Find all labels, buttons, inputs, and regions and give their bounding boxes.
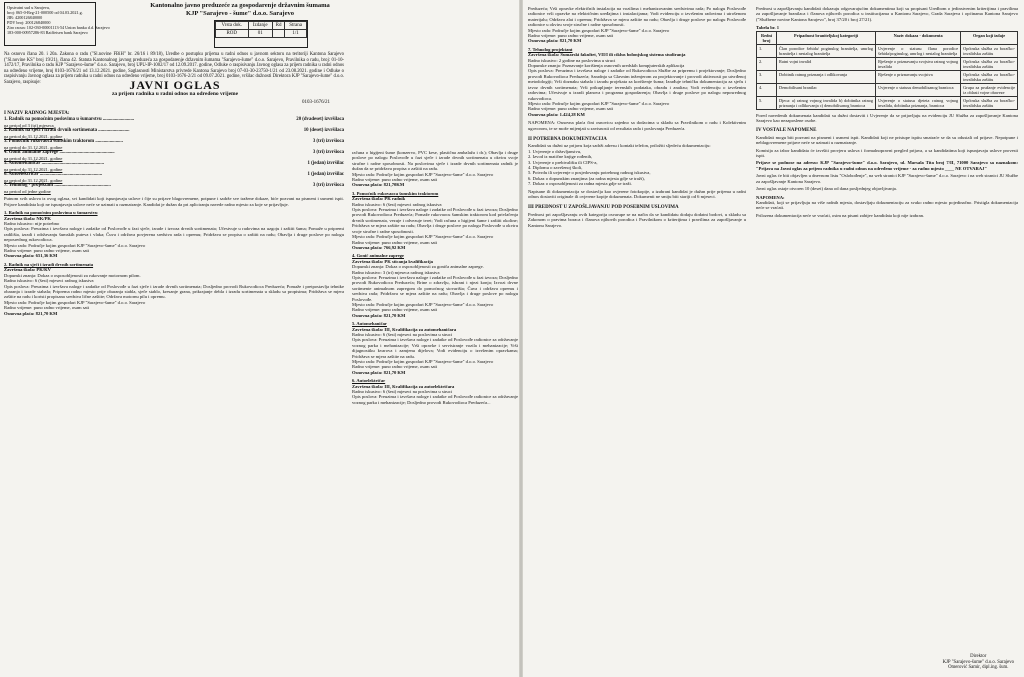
section-heading: I NAZIV RADNOG MJESTA: [4,111,70,116]
table-cell: Uvjerenje o statusu djeteta ratnog vojnog invalida, dobitnika priznanja, branioca [876,96,961,109]
veterans-table [756,31,1018,110]
position-count: 3 (tri) izvršioca [312,183,344,189]
ref-cell: Strana [285,22,307,30]
table-cell: Ratni vojni invalid [777,57,876,70]
position-pay: Osnovna plaća: 821,70 KM [352,312,406,318]
position-pay: Osnovna plaća: 1.424,28 KM [528,111,585,117]
position-title: 7. Tehnolog projektant [528,46,573,52]
table-cell: Demobilisani branilac [777,83,876,96]
position-name: 4. Gonič animalne zaprege .............................................. [4,150,115,156]
continued-text: računa o higijeni šume (konzervo, PVC kese, plastična ambalaža i dr.); Obavlja i druge poslove po nalogu Poslovođe u fazi sječe i izrade drvnih sortimenata u okviru svoje stručne i radne sposobnosti. Na poslovima sječe i izrade drvnih sortimenata radnik je dužan da se pridržava propisa o zaštiti na radu. [352,150,518,172]
section-heading: IV VOSTALE NAPOMENE [756,128,817,134]
position-name: 6. Autoelektričar .................................................... [4,172,103,178]
position-time: Radno vrijeme: puno radno vrijeme, osam sati [352,364,438,370]
position-title: 4. Gonič animalne zaprege [352,253,404,259]
table-title: Tabela br. 1 [756,25,780,31]
position-period: na period od 3 (tri) mjeseca [4,123,54,128]
table-cell: 1. [757,44,777,57]
note-paragraph: Javni oglas će biti objavljen u dnevnom listu "Oslobođenje", na web stranici KJP "Sarajevo-šume" d.o.o. Sarajevo i na web stranici JU Službe za zapošljavanje Kantona Sarajevo. [756,173,1018,184]
positions-list [4,117,344,194]
table-cell: 3. [757,70,777,83]
position-count: 20 (dvadeset) izvršilaca [296,117,344,123]
table-row [757,96,1018,109]
page-subtitle: za prijem radnika u radni odnos na određeno vrijeme [111,91,239,97]
position-period: na period do 31.12.2021. godine [4,145,63,150]
position-place: Mjesto rada: Područje kojim gospodari KJP "Sarajevo-šume" d.o.o. Sarajevo [352,359,494,365]
table-header: Pripadnost braniteljskoj kategoriji [777,31,876,44]
intro-paragraph: Na osnovu člana 20. i 20a. Zakona o radu ("Sl.novine FBiH" br. 26/16 i 89/18), Uredbe o postupku prijema u radni odnos u javnom sektoru na teritoriji Kantona Sarajevo ("Sl.novine KS" broj 19/21), člana 42. Statuta Kantonalnog javnog preduzeća za gospodarenje državnim šumama "Sarajevo-šume" d.o.o. Sarajevo, Pravilnika o radu, broj: 01-10-1472/17, Pravilnika o radu KJP "Sarajevo-šume" d.o.o. Sarajevo, broj UPU-IP-1002/17 od 12.09.2017. godine, Odluke o raspisivanju Javnog oglasa za prijem radnika u radni odnos na određeno vrijeme, broj 0103-1676/21 od 13.12.2021. godine, Saglasnosti Ministarstva privrede Kantona Sarajevo broj 07-03-30-23750-1/21 od 23.08.2021. godine i Odluke o raspisivanju Javnog oglasa za prijem radnika u radni odnos na određeno vrijeme, broj 0103-1676-2/21 od 09.07.2021. godine, vršilac dužnosti Direktora KJP "Sarajevo-šume" d.o.o. Sarajevo, raspisuje: [4,52,344,85]
table-cell: Općinska služba za boračko-invalidsku zaštitu [961,70,1018,83]
header-line1: Kantonalno javno preduzeće za gospodarenje državnim šumama [150,2,330,9]
position-time: Radno vrijeme: puno radno vrijeme, osam sati [528,106,614,112]
stamp-line: broj: 065-0-Reg-21-000500 od 04.03.2021.g. [7,10,83,15]
stamp-line: JIB: 4200126840000 [7,15,43,20]
signature-name: Omerović Samir, dipl.ing. šum. [948,665,1009,671]
signature-role: Direktor [970,654,987,660]
position-degree: Završena škola: III, Kvalifikacija za autoelektričara [352,383,455,389]
documents-intro: Kandidati su dužni uz prijavu koja sadrži adresu i kontakt telefon, priložiti sljedeću dokumentaciju: [528,143,711,149]
table-header: Organ koji izdaje [961,31,1018,44]
note-paragraph: Javni oglas ostaje otvoren 10 (deset) dana od dana posljednjeg objavljivanja. [756,186,897,192]
stamp-line: Ziro racun: 102-030-00001113-54 Union banka d.d. Sarajevo [7,25,110,30]
header-line2: KJP "Sarajevo - šume" d.o.o. Sarajevo [186,9,294,17]
position-experience: Radno iskustvo: 6 (šest) mjeseci na poslovima u struci [352,332,453,337]
position-title: 6. Autoelektričar [352,378,386,384]
position-degree: Završena škola: NK/PK [4,215,51,221]
position-experience: Radno iskustvo: 6 (šest) mjeseci na poslovima u struci [352,389,453,395]
general-paragraph: Putnom svih uslova iz ovog oglasa, svi kandidati koji ispunjavaju uslove i čije su prijave blagovremene, potpune i sadrže sve tražene dokaze, biće pozvani na pismeni i usmeni ispit. Prijave kandidata koji ne ispunjavaju uslove neće se uzimati u razmatranje. Kandidat je dužan da pri apliciranju navede radno mjesto za koje se prijavljuje. [4,196,344,207]
position-description: Opis poslova: Preuzima i izvršava naloge i zadatke od Poslovođe u fazi izvoza; Dosljedno provodi Rukovodioca Preduzeća; Brine o zdravlju, ishrani i njezi konja; Izvozi drvne sortimente animalnom zapregom do pomoćnog stovarišta; Čuva i održava opremu i sredstva rada; Pridržava se mjera zaštite na radu; Obavlja i druge poslove po nalogu Poslovođe. [352,274,518,302]
table-cell: Općinska služba za boračko-invalidsku zaštitu [961,44,1018,57]
column-2-body [352,150,518,405]
position-experience: Radno iskustvo: 2 godine na poslovima u struci [528,57,616,63]
table-cell: 5. [757,96,777,109]
position-degree: Završena škola: PK/KV [4,267,51,273]
ref-cell [272,30,284,38]
position-description: Opis poslova: Preuzima i izvršava naloge i zadatke od Poslovođe u fazi sječe i izrade drvnih sortimenata; Dosljedno provodi Rukovodioca Preduzeća; Pomaže i pretpostavlja tehnike obaranja i izrade stabala; Priprema radno mjesto prije obaranja stabla, sječe stablo, kresanje grana, prikrajanje debla i izradu sortimenata u skladu sa propisima; Pridržava se mjera zaštite na radu i koristi propisana sredstva lične zaštite; Održava motornu pilu i opremu. [4,283,344,300]
table-cell: Član porodice šehida/ poginulog branitelja, umrlog branitelja i nestalog branitelja [777,44,876,57]
signature-block [943,654,1014,671]
column-3 [524,0,750,677]
position-title: 3. Pomoćnik rukovaoca šumskim traktorom [352,190,439,196]
position-experience: Radno iskustvo: 6 (šest) mjeseci radnog iskustva [352,201,442,207]
table-cell: Općinska služba za boračko-invalidsku zaštitu [961,96,1018,109]
position-degree: Završena škola: III, Kvalifikacija za automehaničara [352,326,457,332]
position-count: 3 (tri) izvršioca [312,139,344,145]
position-time: Radno vrijeme: puno radno vrijeme, osam sati [4,305,90,311]
table-cell: Uvjerenje o statusu člana porodice šehida/poginulog, umrlog i nestalog branitelja [876,44,961,57]
table-cell: Rješenje o priznavanju svojstva ratnog vojnog invalida [876,57,961,70]
note-paragraph: Prilozena dokumentacija neće se vraćati, osim na pisani zahtjev kandidata koji nije izabran. [756,212,925,218]
continued-text: Preduzeća; Vrši opravke električnih instalacija na vozilima i mehanizovanim sredstvima rada; Po nalogu Poslovođe radionice vrši opravke na električnim uređajima i instalacijama; Vodi evidenciju o izvršenim radovima i utrošenom materijalu; Održava alat i opremu; Pridržava se mjera zaštite na radu; Obavlja i druge poslove po nalogu Poslovođe radionice u okviru svoje stručne i radne sposobnosti. [528,6,746,28]
stamp-line: 183-000-00957286-83 Raiffeisen bank Sarajevo [7,30,88,35]
position-condition: Dopunske znanja: Poznavanje korištenja osnovnih uredskih kompjuterskih aplikacija [528,63,685,69]
document-item: 7. Dokaz o osposobljenosti za radna mjesta gdje se traži. [528,181,632,187]
table-cell: Uvjerenje o statusu demobilisanog branioca [876,83,961,96]
note-paragraph: Kandidati, koji se prijavljuju na više radnih mjesta, dostavljaju dokumentaciju za svako radno mjesto pojedinačno. Pristigla dokumentacija neće se vraćati. [756,199,1018,211]
document-item: 1. Uvjerenje o državljanstvu, [528,148,582,154]
position-name: 3. Pomoćnik rukovaoca šumskim traktorom ....................... [4,139,123,145]
signature-company: KJP "Sarajevo-šume" d.o.o. Sarajevo [942,659,1014,665]
position-period: na period od jedne godine [4,189,51,194]
position-count: 1 (jedan) izvršilac [307,161,344,167]
position-experience: Radno iskustvo: 6 (šest) mjeseci radnog iskustva [4,278,94,284]
column-2 [350,0,522,677]
position-pay: Osnovna plaća: 821,70 KM [528,38,582,44]
position-time: Radno vrijeme: puno radno vrijeme, osam sati [4,248,90,254]
column-1 [2,0,348,677]
position-place: Mjesto rada: Područje kojim gospodari KJP "Sarajevo-šume" d.o.o. Sarajevo [352,234,494,240]
position-period: na period do 31.12.2021. godine [4,167,63,172]
documents-note: Napisane ili dokumentacija se dostavlja kao ovjerene fotokopije, a izabrani kandidat je dužan prije prijema u radni odnos dostaviti originale ili ovjerene kopije dokumenata. Dokumenti ne smiju biti stariji od 6 mjeseci. [528,188,746,199]
table-header: Naziv dokaza - dokumenta [876,31,961,44]
position-count: 10 (deset) izvršilaca [303,128,344,134]
document-item: 2. Izvod iz matične knjige rođenih, [528,154,593,160]
position-description: Opis poslova: Preuzima i izvršava naloge i zadatke od Poslovođe u fazi sječe, izrade i izvoza drvnih sortimenata; Učestvuje u radovima na uzgoju i zaštiti šuma; Pomaže u pripremi radilišta, izradi i održavanju šumskih puteva i vlaka; Čuva i održava povjerena sredstva rada i opremu; Pridržava se propisa o zaštiti na radu; Obavlja i druge poslove po nalogu neposrednog rukovodioca. [4,226,344,243]
column-1-body [4,108,344,316]
position-time: Radno vrijeme: puno radno vrijeme, osam sati [528,33,614,39]
position-condition: Dopunski znanja: Dokaz o osposobljenosti za rukovanje motornom pilom. [4,272,141,278]
priority-text: Prednost pri zapošljavanju ovih kategorija osvarupe se na način da se kandidatu dodaju dodatni bodovi, u skladu sa Zakonom o pravima boraca i članova njihovih porodica i Pravilnikom o kriterijima i pravilima za zapošljavanje u Kantonu Sarajevo. [528,211,746,228]
position-pay: Osnovna plaća: 766,92 KM [352,244,406,250]
column-3-body [528,6,746,228]
position-description: Opis poslova: Preuzima i izvršava naloge i zadatke od Poslovođe radionice za održavanje voznog parka i mehanizacije; Dosljedno provodi Rukovodioca Preduzeća... [352,394,518,405]
table-cell: Djeca: a) ratnog vojnog invalida b) dobitnika ratnog priznanja i odlikovanja c) demobilisanog branioca [777,96,876,109]
column-4-body [756,6,1018,218]
position-place: Mjesto rada: Područje kojim gospodari KJP "Sarajevo-šume" d.o.o. Sarajevo [352,171,494,177]
position-title: 1. Radnik na pomoćnim poslovima u šumarstvu [4,210,98,216]
position-name: 2. Radnik na sječi i izradi drvnih sortimenata .......................... [4,128,130,134]
table-row [757,57,1018,70]
table-row [757,44,1018,57]
position-place: Mjesto rada: Područje kojim gospodari KJP "Sarajevo-šume" d.o.o. Sarajevo [528,100,670,106]
position-period: na period do 31.12.2021. godine [4,156,63,161]
ref-cell: 1/1 [285,30,307,38]
position-name: 1. Radnik na pomoćnim poslovima u šumarstvu .......................... [4,117,135,123]
document-item: 4. Diplomu o završenoj školi, [528,164,583,170]
position-time: Radno vrijeme: puno radno vrijeme, osam sati [352,307,438,313]
position-description: Opis poslova: Preuzima i izvršava naloge i zadatke od Rukovodioca Službe za pripremu i projektovanje; Dosljedno provodi Rukovodioca Preduzeća; Saradnja sa Glavnim inženjerom za projektovanje i provodi aktivnosti po utvrđenoj metodologiji; Vrši doznaku stabala i izradu projekata za korištenje šuma; Izrađuje tehničku dokumentaciju za sječu i izvoz drvnih sortimenata; Vrši prikupljanje terenskih podataka, obradu i analizu; Vodi evidenciju o izvršenim radovima; Učestvuje u izradi planova i programa gospodarenja; Obavlja i druge poslove po nalogu neposrednog rukovodioca. [528,68,746,101]
reference-number: 0103-1676/21 [302,100,331,105]
position-place: Mjesto rada: Područje kojim gospodari KJP "Sarajevo-šume" d.o.o. Sarajevo [4,299,146,305]
note-paragraph: Komisija za izbor kandidata će izvršiti provjeru uslova i formalnopravni pregled prijava, a sa kandidatima koji ispunjavaju uslove provesti ispit. [756,147,1018,159]
napomena-heading: NAPOMENA: [756,194,785,200]
stamp-line: PDV broj: 200126840000 [7,20,51,25]
ref-cell: 01 [248,30,272,38]
position-description: Opis poslova: Preuzima i izvršava naloge i zadatke od Poslovođe u fazi izvoza; Dosljedno provodi Rukovodioca Preduzeća; Pomaže rukovaocu šumskim traktorom kod privlačenja drvnih sortimenata, vezuje i odvezuje teret; Vodi računa o higijeni šume i zaštiti okoline; Pridržava se mjera zaštite na radu; Obavlja i druge poslove po nalogu Poslovođe u okviru svoje stručne i radne sposobnosti. [352,207,518,234]
table-cell: 2. [757,57,777,70]
position-pay: Osnovna plaća: 821,70KM [352,182,405,188]
note-paragraph: Kandidati mogu biti pozvani na pismeni i usmeni ispit. Kandidati koji ne pristupe ispitu smatraće se da su odustali od prijave. Nepotpune i neblagovremene prijave neće se uzimati u razmatranje. [756,134,1018,146]
position-period: na period do 31.12.2021. godine [4,178,63,183]
position-description: Opis poslova: Preuzima i izvršava naloge i zadatke od Poslovođe radionice za održavanje voznog parka i mehanizacije; Vrši opravke i servisiranje vozila i mehanizacije; Vrši dijagnostiku kvarova i zamjenu dijelova; Vodi evidenciju o izvršenim opravkama; Pridržava se mjera zaštite na radu. [352,337,518,359]
ref-cell: Izdanje [248,22,272,30]
section-heading: III PREDNOST U ZAPOŠLJAVANJU POD POSEBNIM USLOVIMA [528,205,679,211]
position-time: Radno vrijeme: puno radno vrijeme, osam sati [352,239,438,245]
table-row [757,83,1018,96]
reference-table [214,20,308,48]
document-item: 6. Dokaz o dopunskim znanjima (za radna mjesta gdje se traži), [528,175,645,181]
page-title: JAVNI OGLAS [129,78,221,92]
table-note: Pored navedenih dokumenata kandidati su dužni dostaviti i Uvjerenje da se prijavljuju na evidenciju JU Služba za zapošljavanje Kantona Sarajevo kao nezaposlene osobe. [756,112,1018,124]
company-header [132,2,348,17]
position-place: Mjesto rada: Područje kojim gospodari KJP "Sarajevo-šume" d.o.o. Sarajevo [4,242,146,248]
company-stamp [4,2,110,46]
position-place: Mjesto rada: Područje kojim gospodari KJP "Sarajevo-šume" d.o.o. Sarajevo [352,301,494,307]
position-name: 5. Automehaničar .................................................... [4,161,104,167]
position-degree: Završena škola: Šumarski fakultet, VII/I ili ciklus bolonjskog sistema studiranja [528,52,686,58]
position-place: Mjesto rada: Područje kojim gospodari KJP "Sarajevo-šume" d.o.o. Sarajevo [528,27,670,33]
ref-cell: Vrsta dok. [216,22,249,30]
position-name: 7. Tehnolog - projektant ............................................... [4,183,111,189]
position-count: 3 (tri) izvršioca [312,150,344,156]
position-title: 2. Radnik na sječi i izradi drvnih sortimenata [4,261,94,267]
position-title: 5. Automehaničar [352,321,387,327]
stamp-line: Opstvatni sud u Sarajevu, [7,5,51,10]
position-pay: Osnovna plaća: 651,36 KM [4,253,58,259]
table-cell: Općinska služba za boračko-invalidsku zaštitu [961,57,1018,70]
address-paragraph: Prijave se podnose na adresu: KJP "Sarajevo-šume" d.o.o. Sarajevo, ul. Marsala Tita broj 7/II, 71000 Sarajevo sa naznakom: "Prijava na Javni oglas za prijem radnika u radni odnos na određeno vrijeme - za radno mjesto ____ NE OTVARAJ" [756,160,1018,171]
document-item: 3. Uvjerenje o prebivalištu ili CIPS-a, [528,159,598,165]
position-degree: Završena škola: PK radnik [352,196,406,202]
position-pay: Osnovna plaća: 821,70 KM [352,369,406,375]
salary-note: NAPOMENA: Osnovna plaća čini osnovicu zajedno sa dodacima u skladu sa Pravilnikom o radu i Kolektivnim ugovorom, te se može mijenjati u zavisnosti od rezultata rada i poslovanja Preduzeća. [528,120,746,131]
table-cell: Grupa za pružanje evidencije iz oblasti vojne obaveze [961,83,1018,96]
table-cell: 4. [757,83,777,96]
table-cell: Dobitnik ratnog priznanja i odlikovanja [777,70,876,83]
table-header: Redni broj [757,31,777,44]
section-heading: II POTREBNA DOKUMENTACIJA [528,136,607,142]
column-4 [752,0,1022,677]
position-experience: Radno iskustvo: 3 (tri) mjeseca radnog iskustva [352,269,440,275]
position-period: na period do 31.12.2021. godine [4,134,63,139]
priority-docs-text: Prednost u zapošljavanju kandidati dokazuju odgovarajućim dokumentima koji su propisani Uredbom o jedinstvenim kriterijima i pravilima za zapošljavanje branilaca i članova njihovih porodica u institucijama u Kantonu Sarajevo, Grada Sarajeva i općinama Kantona Sarajevo ("Službene novine Kantona Sarajevo", broj 37/20 i broj 27/21). [756,6,1018,22]
position-pay: Osnovna plaća: 821,70 KM [4,310,58,316]
ref-cell: Rd [272,22,284,30]
table-row [757,70,1018,83]
position-condition: Dopunski znanja: Dokaz o osposobljenosti za goniča animalne zaprege. [352,264,484,270]
position-time: Radno vrijeme: puno radno vrijeme, osam sati [352,177,438,183]
document-item: 5. Potvrdu ili uvjerenje o posjedovanju potrebnog radnog iskustva, [528,170,651,176]
position-count: 1 (jedan) izvršilac [307,172,344,178]
position-degree: Završena škola: PK sticanja kvalifikacija [352,258,433,264]
position-experience: Radno iskustvo: nije potrebno [4,221,60,227]
table-cell: Rješenje o priznavanju svojstva [876,70,961,83]
ref-cell: ROD [216,30,249,38]
